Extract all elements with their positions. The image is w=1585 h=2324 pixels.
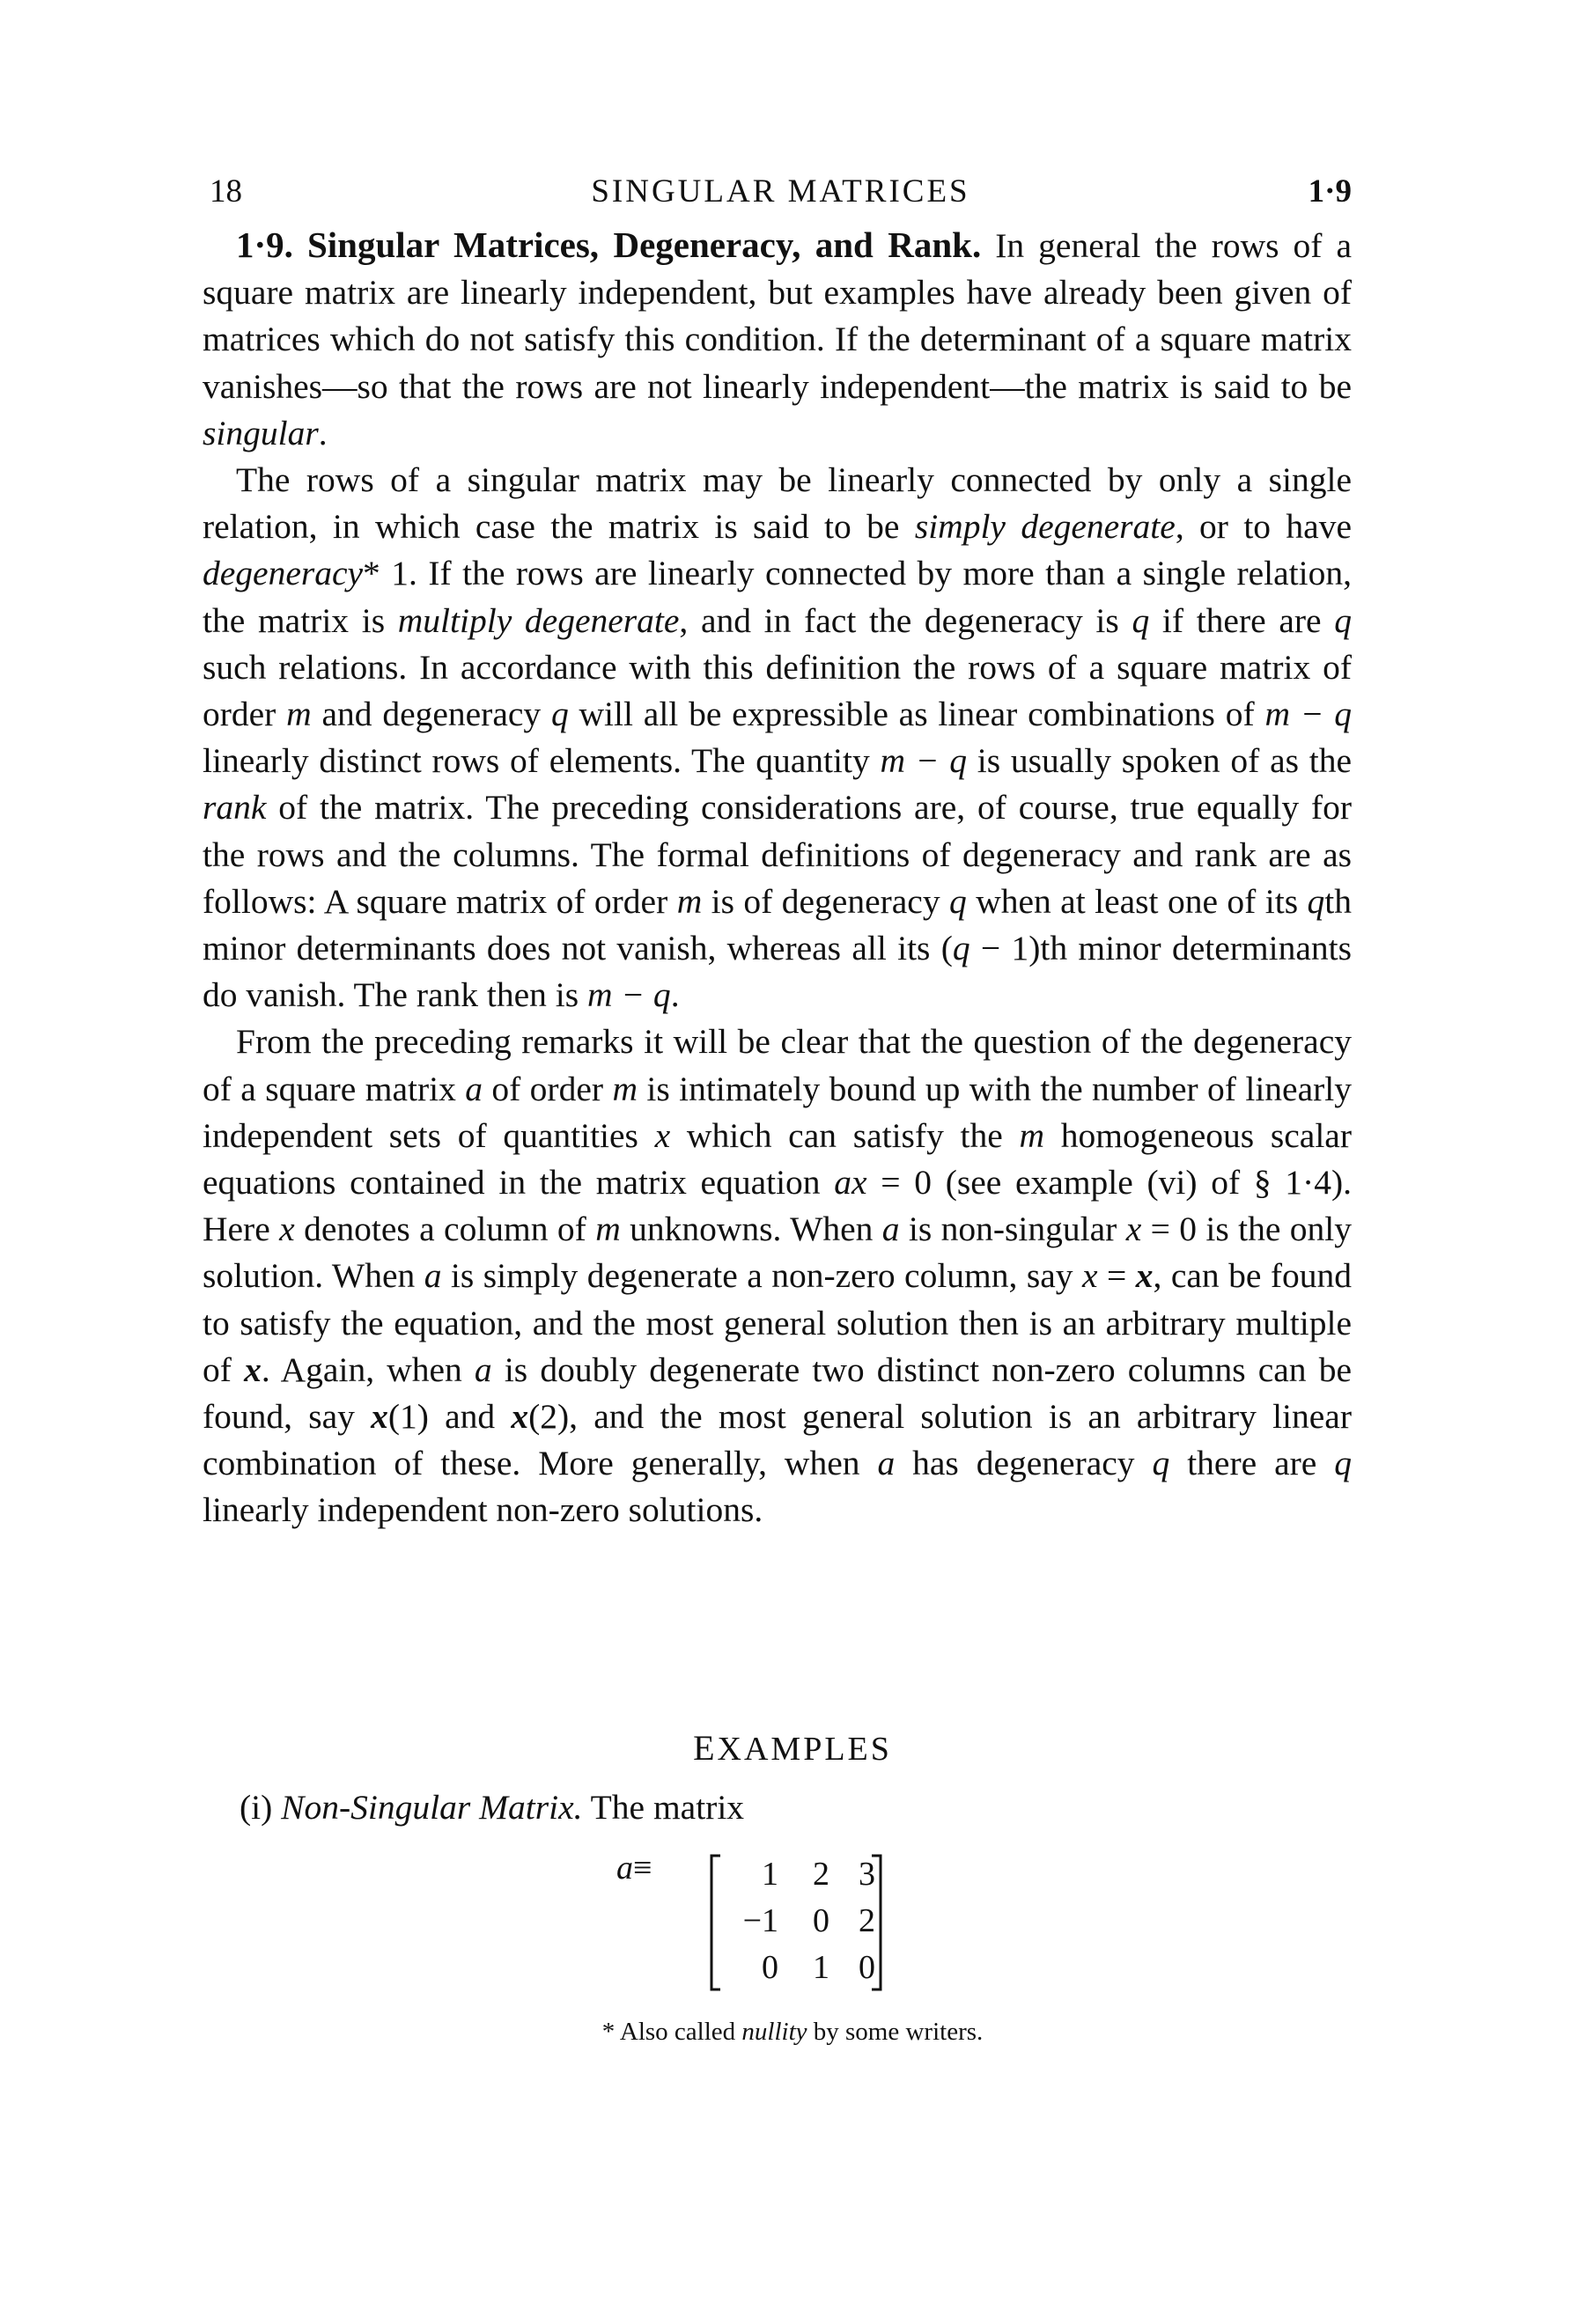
example-title: Non-Singular Matrix. [281, 1788, 583, 1827]
matrix-cell: 2 [813, 1855, 829, 1893]
footnote-text: by some writers. [807, 2018, 984, 2046]
math-vector: x [244, 1350, 262, 1389]
footnote [0, 2018, 1585, 2047]
text-run: * 1. If the rows are linearly connected by more than a single relation, the matrix is [203, 554, 1352, 640]
text-run: (1) and [387, 1397, 512, 1437]
text-run: such relations. In accordance with this definition the rows of a square matrix of order [203, 647, 1352, 734]
matrix-row [720, 1897, 875, 1944]
math-var: a [877, 1444, 896, 1483]
matrix-cell: 3 [859, 1855, 875, 1893]
math-var: m [595, 1210, 621, 1249]
math-var: q [949, 881, 967, 921]
math-var: a [881, 1210, 900, 1249]
text-run: is usually spoken of as the [966, 741, 1352, 781]
math-var: x [1125, 1210, 1142, 1249]
text-run: is simply degenerate a non-zero column, say [441, 1256, 1082, 1296]
math-vector: x [371, 1397, 388, 1437]
matrix-cell: 2 [859, 1901, 875, 1939]
text-run: there are [1169, 1444, 1335, 1483]
footnote-emphasis: nullity [741, 2018, 807, 2046]
text-run: = 0 is the only solution. When [203, 1210, 1353, 1296]
paragraph-3 [203, 1019, 1352, 1533]
text-run: . [670, 975, 680, 1015]
text-run: linearly independent non-zero solutions. [203, 1490, 763, 1530]
example-text: The matrix [582, 1788, 745, 1827]
text-run: − 1)th minor determinants do vanish. The rank then is [203, 929, 1353, 1015]
matrix-symbol: a [616, 1850, 633, 1886]
matrix-cell: −1 [742, 1901, 778, 1939]
text-run: if there are [1149, 600, 1335, 640]
running-head [210, 173, 1352, 217]
math-var: q [1132, 600, 1150, 640]
text-run: denotes a column of [294, 1210, 596, 1249]
matrix-table [720, 1850, 875, 1990]
matrix-row [720, 1850, 875, 1897]
text-run: = 0 (see example (vi) of § 1·4). Here [203, 1163, 1352, 1249]
text-run: linearly distinct rows of elements. The quantity [203, 741, 881, 781]
math-var: q [952, 929, 970, 968]
heading-rest: XAMPLES [717, 1731, 892, 1768]
paragraph-2 [203, 457, 1352, 1019]
example-item [240, 1787, 744, 1828]
math-expression: m − q [880, 741, 967, 781]
text-run: and degeneracy [311, 695, 551, 734]
text-run: From the preceding remarks it will be clear that the question of the degeneracy of a square matrix [203, 1022, 1352, 1108]
examples-heading [0, 1727, 1585, 1769]
math-vector: x [511, 1397, 529, 1437]
matrix-cell: 1 [813, 1948, 829, 1986]
matrix-definition [616, 1849, 652, 1887]
text-run: . Again, when [261, 1350, 475, 1389]
text-run: has degeneracy [895, 1444, 1153, 1483]
math-var: q [1334, 1444, 1353, 1483]
math-var: q [1152, 1444, 1170, 1483]
section-number: 1·9. [236, 224, 293, 265]
text-run: will all be expressible as linear combinations of [568, 695, 1265, 734]
math-var: m [612, 1069, 638, 1108]
text-run: when at least one of its [966, 881, 1308, 921]
math-expression: ax [834, 1163, 867, 1202]
heading-initial: E [693, 1728, 718, 1768]
text-run: is doubly degenerate two distinct non-zero columns can be found, say [203, 1350, 1352, 1437]
text-run: of the matrix. The preceding considerations are, of course, true equally for the rows and the columns. The formal definitions of degeneracy and rank are as follows: A square matrix of order [203, 788, 1352, 921]
left-bracket [711, 1856, 720, 1989]
math-var: x [1082, 1256, 1098, 1296]
text-run: . [318, 413, 328, 452]
text-run: The rows of a singular matrix may be linearly connected by only a single relation, in which case the matrix is said to be [203, 460, 1352, 547]
text-run: In general the rows of a square matrix are linearly independent, but examples have already been given of matrices which do not satisfy this condition. If the determinant of a square matrix vanishes—so that the rows are not linearly independent—the matrix is said to be [203, 226, 1352, 406]
text-run: is intimately bound up with the number of linearly independent sets of quantities [203, 1069, 1352, 1155]
matrix-row [720, 1944, 875, 1990]
math-var: q [550, 695, 569, 734]
equivalence-sign: ≡ [633, 1850, 652, 1886]
math-var: x [654, 1115, 671, 1155]
text-run: = [1097, 1256, 1136, 1296]
matrix [708, 1850, 884, 1996]
math-var: a [474, 1350, 492, 1389]
math-var: q [1307, 881, 1325, 921]
text-run: is non-singular [899, 1210, 1126, 1249]
page-number: 18 [210, 173, 242, 210]
text-run: of order [482, 1069, 613, 1108]
emphasis-singular: singular [203, 413, 319, 452]
math-var: q [1334, 600, 1352, 640]
math-var: m [286, 695, 312, 734]
text-run: , can be found to satisfy the equation, and the most general solution then is an arbitrary multiple of [203, 1256, 1353, 1389]
section-reference: 1·9 [1308, 173, 1352, 210]
math-var: m [676, 881, 703, 921]
paragraph-1 [203, 222, 1352, 457]
footnote-text: Also called [619, 2018, 742, 2046]
body-text [203, 222, 1352, 1534]
text-run: unknowns. When [620, 1210, 882, 1249]
text-run: homogeneous scalar equations contained in the matrix equation [203, 1115, 1352, 1202]
text-run: th minor determinants does not vanish, whereas all its ( [203, 881, 1352, 968]
example-label: (i) [240, 1788, 282, 1827]
text-run: (2), and the most general solution is an arbitrary linear combination of these. More generally, when [203, 1397, 1352, 1483]
running-title: SINGULAR MATRICES [591, 173, 970, 210]
text-run: , and in fact the degeneracy is [679, 600, 1132, 640]
emphasis-term: rank [203, 788, 267, 827]
math-expression: m − q [1264, 695, 1352, 734]
emphasis-term: simply degenerate [914, 507, 1176, 547]
math-var: x [279, 1210, 295, 1249]
section-title: Singular Matrices, Degeneracy, and Rank. [306, 224, 982, 265]
text-run: is of degeneracy [702, 881, 950, 921]
text-run: which can satisfy the [670, 1115, 1020, 1155]
math-expression: m − q [587, 975, 671, 1015]
emphasis-term: degeneracy [203, 554, 364, 593]
matrix-cell: 1 [762, 1855, 778, 1893]
text-run: , or to have [1175, 507, 1352, 547]
matrix-cell: 0 [813, 1901, 829, 1939]
math-var: m [1019, 1115, 1045, 1155]
math-var: a [424, 1256, 442, 1296]
matrix-cell: 0 [762, 1948, 778, 1986]
math-var: a [465, 1069, 483, 1108]
math-vector: x [1135, 1256, 1154, 1296]
emphasis-term: multiply degenerate [397, 600, 680, 640]
footnote-marker: * [601, 2018, 620, 2046]
matrix-cell: 0 [859, 1948, 875, 1986]
